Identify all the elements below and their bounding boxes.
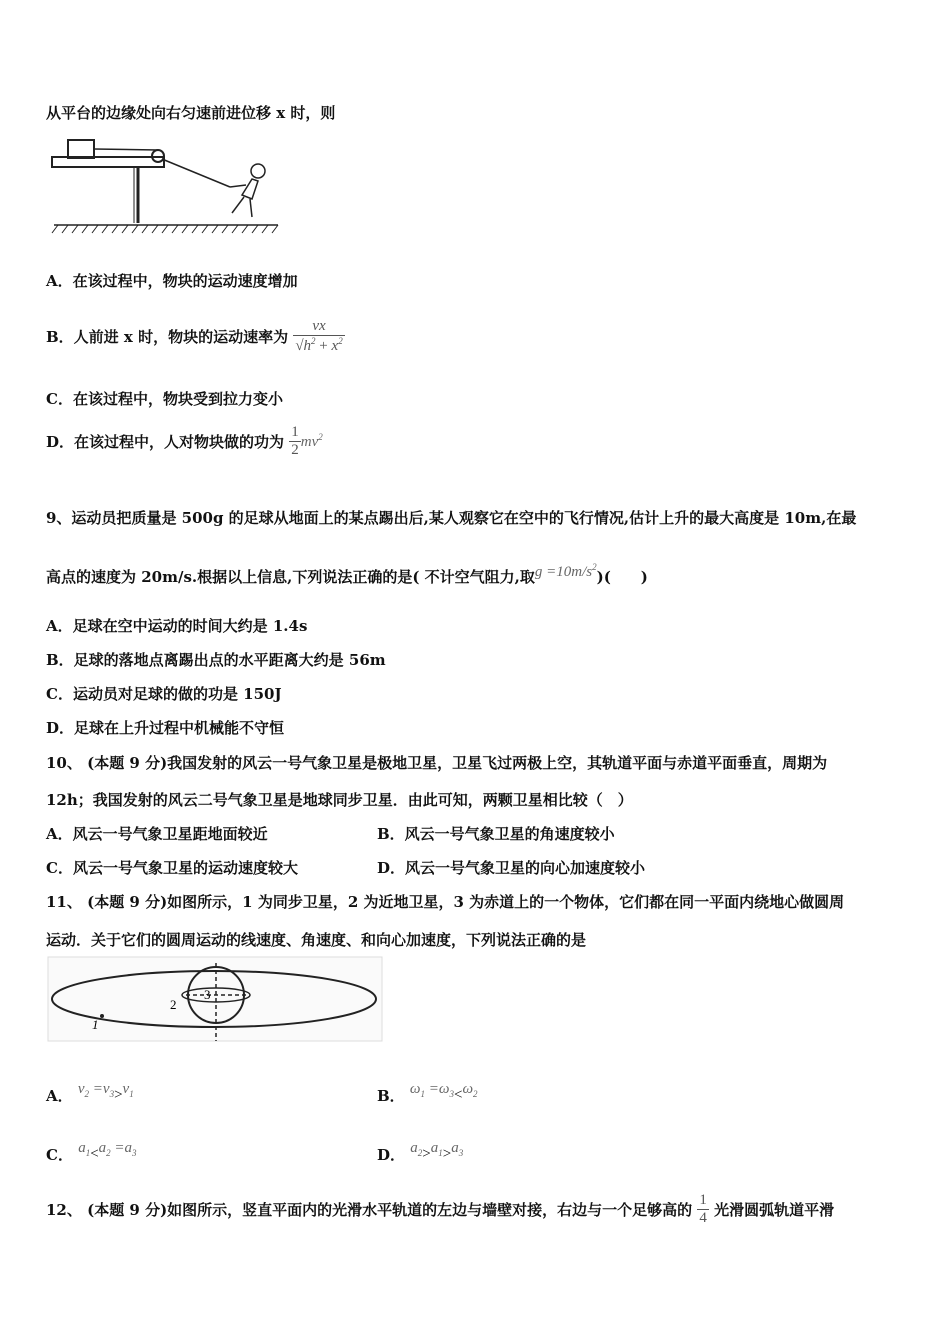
m: >: [422, 1146, 431, 1162]
m: =v: [89, 1081, 110, 1097]
m: 2: [84, 1089, 90, 1099]
q10-line1: 10、 (本题 9 分)我国发射的风云一号气象卫星是极地卫星，卫星飞过两极上空，其轨道平面与赤道平面垂直，周期为: [46, 754, 828, 772]
q11-line1: 11、 (本题 9 分)如图所示，1 为同步卫星，2 为近地卫星，3 为赤道上的一个物体，它们都在同一平面内绕地心做圆周: [46, 893, 845, 911]
q9-g-expr: [535, 564, 597, 580]
m: a: [430, 1140, 439, 1156]
q11-option-d: [377, 1136, 464, 1164]
q12-frac-num: 1: [699, 1192, 707, 1208]
m: 3: [109, 1089, 115, 1099]
m: 3: [458, 1148, 464, 1158]
q8-option-d: [46, 424, 323, 459]
q9-line2: [46, 562, 648, 587]
b-numerator: vx: [312, 318, 326, 334]
q11-a-formula: [77, 1081, 134, 1103]
q9-line2-a: 高点的速度为 20m/s.根据以上信息,下列说法正确的是( 不计空气阻力,取: [46, 568, 535, 586]
m: <: [453, 1087, 463, 1103]
m: v: [77, 1081, 85, 1097]
q9-g-exp: 2: [592, 562, 597, 572]
q11-c-label: C．: [46, 1146, 73, 1164]
q10-option-b: B．风云一号气象卫星的角速度较小: [377, 825, 615, 843]
m: ω: [462, 1081, 474, 1097]
q11-b-label: B．: [377, 1087, 405, 1105]
d-exp: 2: [318, 432, 323, 442]
orbit-label-1: 1: [92, 1017, 99, 1032]
m: 2: [473, 1089, 478, 1099]
q11-b-formula: [409, 1081, 478, 1103]
q8-option-a: A．在该过程中，物块的运动速度增加: [46, 272, 298, 290]
q11-c-formula: [78, 1140, 137, 1162]
q9-option-c: C．运动员对足球的做的功是 150J: [46, 685, 282, 703]
q11-d-label: D．: [377, 1146, 406, 1164]
q12-fraction: [697, 1192, 709, 1227]
d-numerator: 1: [291, 424, 299, 440]
q10-option-d: D．风云一号气象卫星的向心加速度较小: [377, 859, 646, 877]
q9-g-text: g =10m/s: [534, 564, 593, 580]
q11-line2: 运动．关于它们的圆周运动的线速度、角速度、和向心加速度，下列说法正确的是: [46, 931, 587, 949]
orbit-label-3: 3: [204, 987, 211, 1002]
b-den-h-exp: 2: [311, 336, 316, 346]
b-den-plus: +: [315, 338, 332, 354]
q9-option-a: A．足球在空中运动的时间大约是 1.4s: [46, 617, 308, 635]
m: 2: [417, 1148, 423, 1158]
q8-option-b-text: B．人前进 x 时，物块的运动速率为: [46, 328, 289, 346]
q12-line-a: 12、 (本题 9 分)如图所示，竖直平面内的光滑水平轨道的左边与墙壁对接，右边与一个足够高的: [46, 1201, 693, 1219]
q8-option-c: C．在该过程中，物块受到拉力变小: [46, 390, 283, 408]
q11-a-label: A．: [46, 1087, 73, 1105]
d-denominator: 2: [291, 442, 299, 458]
b-den-h: h: [303, 338, 312, 354]
q11-d-formula: [410, 1140, 464, 1162]
q8-option-d-fraction: [289, 424, 301, 459]
d-mv: mv: [300, 434, 319, 450]
m: a: [98, 1140, 107, 1156]
q9-option-d: D．足球在上升过程中机械能不守恒: [46, 719, 285, 737]
b-den-x: x: [331, 338, 339, 354]
q11-option-b: [377, 1077, 478, 1105]
q9-line2-b: )( ): [596, 568, 648, 586]
satellite-orbit-figure: [46, 955, 386, 1045]
q8-intro: 从平台的边缘处向右匀速前进位移 x 时，则: [46, 104, 336, 122]
q11-option-a: [46, 1077, 134, 1105]
m: =ω: [425, 1081, 450, 1097]
m: a: [78, 1140, 86, 1156]
q12-line1: [46, 1192, 834, 1227]
m: 2: [106, 1148, 111, 1158]
m: <: [90, 1146, 99, 1162]
m: >: [442, 1146, 452, 1162]
b-denominator: $√h^2 + x^2$: [295, 336, 343, 354]
orbit-label-2: 2: [170, 997, 177, 1012]
m: a: [410, 1140, 418, 1156]
q10-option-c: C．风云一号气象卫星的运动速度较大: [46, 859, 298, 877]
m: =a: [110, 1140, 133, 1156]
q9-option-b: B．足球的落地点离踢出点的水平距离大约是 56m: [46, 651, 386, 669]
m: 1: [129, 1089, 134, 1099]
m: >: [114, 1087, 123, 1103]
q9-line1: 9、运动员把质量是 500g 的足球从地面上的某点踢出后,某人观察它在空中的飞行情况,估计上升的最大高度是 10m,在最: [46, 509, 857, 527]
m: ω: [409, 1081, 421, 1097]
q8-option-b: [46, 318, 345, 355]
m: 1: [438, 1148, 443, 1158]
m: v: [122, 1081, 130, 1097]
m: 3: [132, 1148, 137, 1158]
q12-frac-den: 4: [699, 1210, 707, 1226]
m: 1: [420, 1089, 426, 1099]
b-den-x-exp: 2: [338, 336, 343, 346]
q10-option-a: A．风云一号气象卫星距地面较近: [46, 825, 268, 843]
m: 3: [449, 1089, 454, 1099]
q10-line2: 12h；我国发射的风云二号气象卫星是地球同步卫星．由此可知，两颗卫星相比较（ ）: [46, 791, 633, 809]
m: a: [451, 1140, 459, 1156]
q8-option-b-formula: [293, 318, 344, 355]
q11-option-c: [46, 1136, 137, 1164]
m: 1: [85, 1148, 91, 1158]
d-expr: [301, 434, 323, 450]
q8-option-d-text: D．在该过程中，人对物块做的功为: [46, 433, 285, 451]
q12-line-b: 光滑圆弧轨道平滑: [714, 1201, 835, 1219]
platform-pulley-figure: [46, 135, 286, 235]
